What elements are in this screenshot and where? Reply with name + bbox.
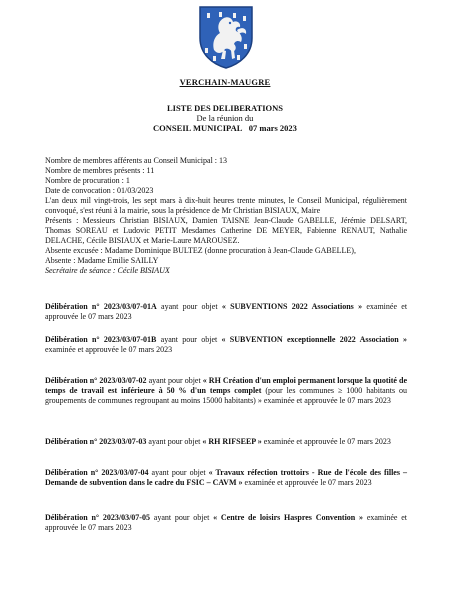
deliberation-number: Délibération n° 2023/03/07-05 (45, 513, 150, 522)
deliberation-number: Délibération n° 2023/03/07-04 (45, 468, 149, 477)
deliberation-subject: « SUBVENTION exceptionnelle 2022 Association » (221, 335, 407, 344)
commune-name: VERCHAIN-MAUGRE (179, 77, 271, 87)
deliberation-number: Délibération n° 2023/03/07-01A (45, 302, 157, 311)
deliberation-subject: « Travaux réfection trottoirs - Rue de l'école des filles – Demande de subvention dans le cadre du FSIC – CAVM » (45, 468, 408, 487)
members-present: Nombre de membres présents : 11 (45, 166, 155, 175)
deliberation-number: Délibération n° 2023/03/07-02 (45, 376, 147, 385)
deliberation-subject: « SUBVENTIONS 2022 Associations » (221, 302, 363, 311)
present-members: Présents : Messieurs Christian BISIAUX, Damien TAISNE Jean-Claude GABELLE, Jérémie DELSART, Thomas SOREAU et Ludovic PETIT Mesdames Catherine DE MEYER, Fabienne RENAUT, Nathalie DELACHE, Cécile BISIAUX et Marie-Laure MAROUSEZ. (45, 216, 407, 245)
deliberation-status: examinée et approuvée le 07 mars 2023 (45, 513, 408, 532)
absent-members: Absente : Madame Emilie SAILLY (45, 256, 159, 265)
deliberation-item (45, 468, 407, 488)
deliberation-connector: ayant pour objet (160, 335, 218, 344)
deliberation-item (45, 302, 407, 322)
members-total: Nombre de membres afférents au Conseil Municipal : 13 (45, 156, 228, 165)
deliberation-subject: « RH RIFSEEP » (202, 437, 262, 446)
council-name: CONSEIL MUNICIPAL (153, 123, 243, 133)
deliberation-connector: ayant pour objet (161, 302, 218, 311)
proxy-count: Nombre de procuration : 1 (45, 176, 130, 185)
meeting-info (45, 156, 407, 276)
deliberation-connector: ayant pour objet (148, 376, 201, 385)
deliberation-connector: ayant pour objet (153, 513, 210, 522)
session-secretary: Secrétaire de séance : Cécile BISIAUX (45, 266, 170, 275)
deliberation-subject: « RH Création d'un emploi permanent lorsque la quotité de temps de travail est inférieure à 50 % d'un temps complet (45, 376, 408, 395)
meeting-paragraph: L'an deux mil vingt-trois, les sept mars à dix-huit heures trente minutes, le Conseil Municipal, régulièrement convoqué, s'est réuni à la mairie, sous la présidence de Mr Christian BISIAUX, Maire (45, 196, 407, 215)
deliberation-connector: ayant pour objet (148, 437, 201, 446)
meeting-heading (0, 123, 450, 133)
deliberation-number: Délibération n° 2023/03/07-03 (45, 437, 147, 446)
deliberation-status: examinée et approuvée le 07 mars 2023 (45, 345, 173, 354)
meeting-date: 07 mars 2023 (248, 123, 297, 133)
deliberation-number: Délibération n° 2023/03/07-01B (45, 335, 157, 344)
deliberation-extra: (pour les communes ≥ 1000 habitants ou groupements de communes regroupant au moins 15000 habitants) » (45, 386, 407, 405)
convocation-date: Date de convocation : 01/03/2023 (45, 186, 154, 195)
list-title: LISTE DES DELIBERATIONS (166, 103, 284, 113)
excused-members: Absente excusée : Madame Dominique BULTEZ (donne procuration à Jean-Claude GABELLE), (45, 246, 356, 255)
deliberation-status: examinée et approuvée le 07 mars 2023 (45, 302, 408, 321)
deliberation-connector: ayant pour objet (151, 468, 206, 477)
deliberation-status: examinée et approuvée le 07 mars 2023 (263, 437, 391, 446)
meeting-subtitle: De la réunion du (196, 113, 254, 123)
deliberation-item (45, 437, 407, 447)
deliberation-item (45, 376, 407, 406)
deliberation-item (45, 513, 407, 533)
coat-of-arms-icon (197, 4, 255, 70)
deliberation-status: examinée et approuvée le 07 mars 2023 (263, 396, 391, 405)
deliberation-status: examinée et approuvée le 07 mars 2023 (244, 478, 372, 487)
deliberation-item (45, 335, 407, 355)
deliberation-subject: « Centre de loisirs Haspres Convention » (213, 513, 364, 522)
